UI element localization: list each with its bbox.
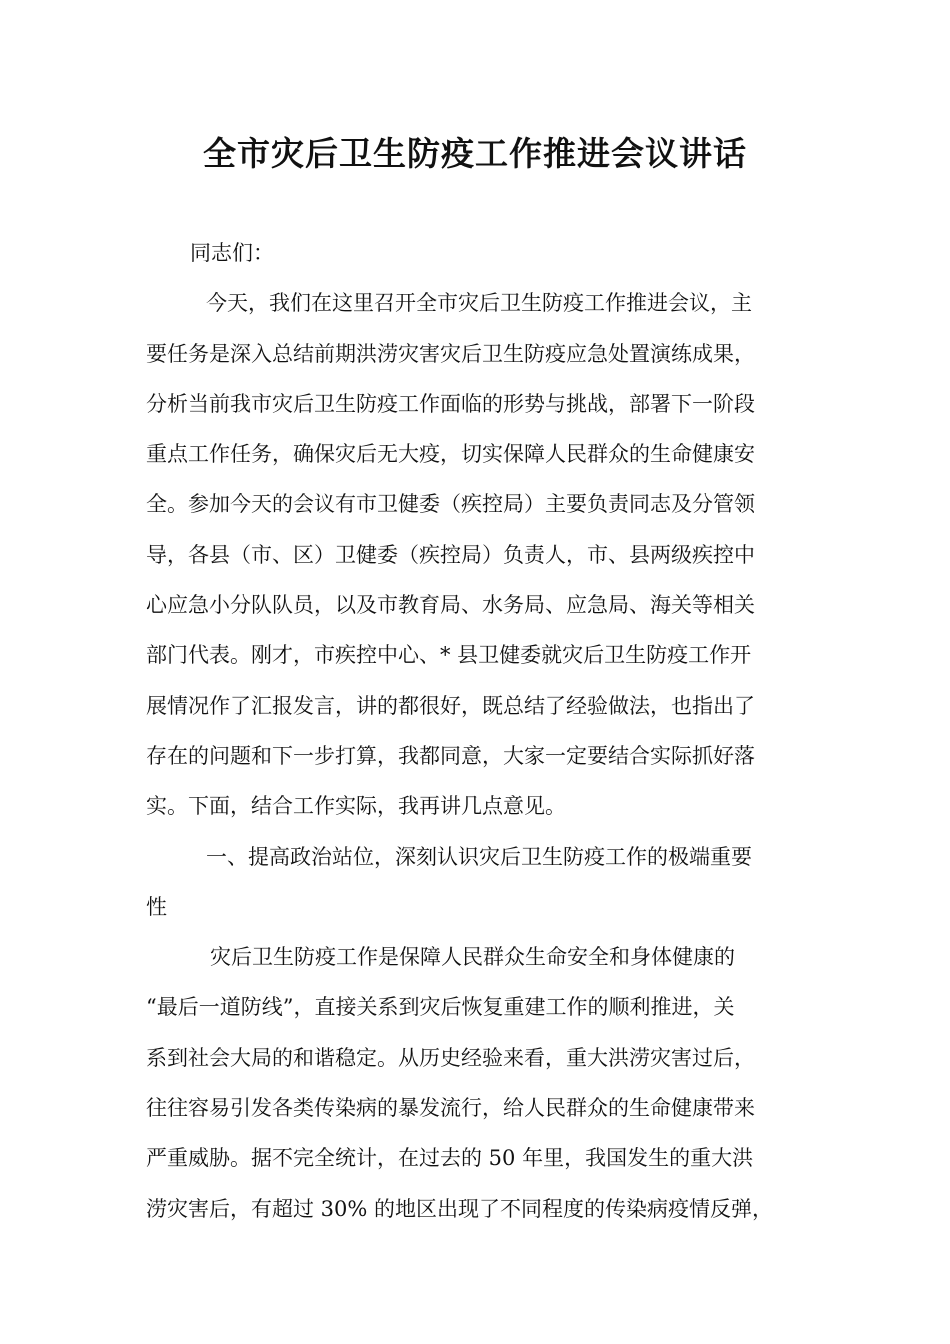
- heading-line: 性: [146, 894, 167, 919]
- greeting: 同志们：: [190, 241, 274, 265]
- text-line: 展情况作了汇报发言，讲的都很好，既总结了经验做法，也指出了: [146, 693, 755, 718]
- document-title: 全市灾后卫生防疫工作推进会议讲话: [203, 134, 747, 173]
- text-line: 实。下面，结合工作实际，我再讲几点意见。: [146, 794, 566, 819]
- text-line: 全。参加今天的会议有市卫健委（疾控局）主要负责同志及分管领: [146, 492, 755, 517]
- text-line: 导，各县（市、区）卫健委（疾控局）负责人，市、县两级疾控中: [146, 542, 755, 567]
- section-heading-1: [146, 832, 806, 933]
- text-line: 分析当前我市灾后卫生防疫工作面临的形势与挑战，部署下一阶段: [146, 391, 755, 416]
- text-line: 要任务是深入总结前期洪涝灾害灾后卫生防疫应急处置演练成果，: [146, 341, 755, 366]
- text-line: 系到社会大局的和谐稳定。从历史经验来看，重大洪涝灾害过后，: [146, 1045, 755, 1070]
- text-line: “最后一道防线”，直接关系到灾后恢复重建工作的顺利推进，关: [146, 995, 735, 1020]
- text-line: 存在的问题和下一步打算，我都同意，大家一定要结合实际抓好落: [146, 743, 755, 768]
- heading-line: 一、提高政治站位，深刻认识灾后卫生防疫工作的极端重要: [206, 844, 752, 869]
- paragraph-intro: [146, 278, 806, 831]
- document-body: [146, 228, 806, 1234]
- paragraph-section-1: [146, 932, 806, 1234]
- text-line: 灾后卫生防疫工作是保障人民群众生命安全和身体健康的: [210, 945, 735, 970]
- text-line: 往往容易引发各类传染病的暴发流行，给人民群众的生命健康带来: [146, 1096, 755, 1121]
- text-line: 重点工作任务，确保灾后无大疫，切实保障人民群众的生命健康安: [146, 442, 755, 467]
- text-line: 严重威胁。据不完全统计，在过去的 50 年里，我国发生的重大洪: [146, 1146, 754, 1171]
- text-line: 今天，我们在这里召开全市灾后卫生防疫工作推进会议，主: [206, 291, 752, 316]
- text-line: 涝灾害后，有超过 30% 的地区出现了不同程度的传染病疫情反弹，: [146, 1196, 774, 1221]
- text-line: 部门代表。刚才，市疾控中心、* 县卫健委就灾后卫生防疫工作开: [146, 643, 752, 668]
- text-line: 心应急小分队队员，以及市教育局、水务局、应急局、海关等相关: [146, 593, 755, 618]
